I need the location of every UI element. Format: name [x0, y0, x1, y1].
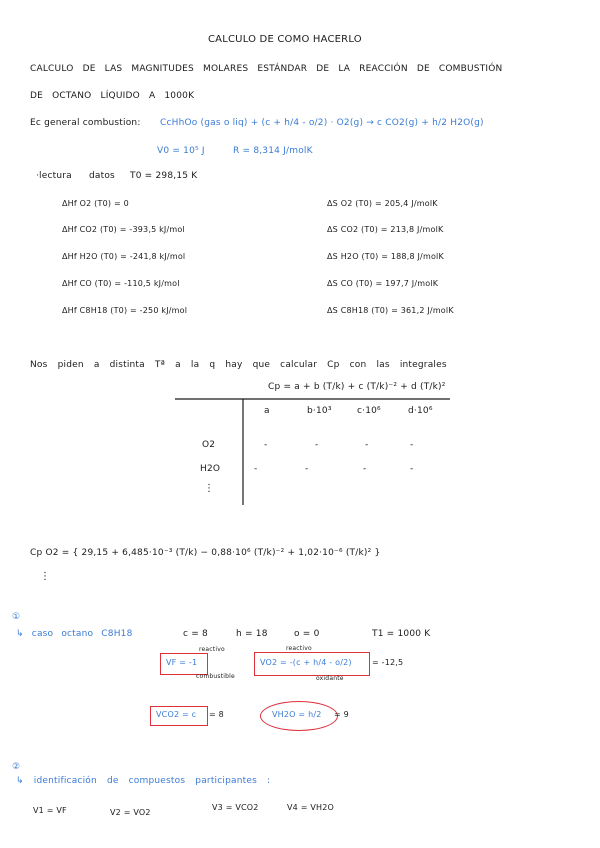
cp-col-b: b·10³ [307, 406, 332, 416]
equation-label: Ec general combustion: [30, 118, 141, 128]
constant-v0: V0 = 10⁵ J [157, 146, 205, 156]
intro-line-1: CALCULO DE LAS MAGNITUDES MOLARES ESTÁNDAR DE LA REACCIÓN DE COMBUSTIÓN [30, 64, 503, 74]
participant-v1: V1 = VF [33, 806, 67, 815]
enthalpy-co: ΔHf CO (T0) = -110,5 kJ/mol [62, 279, 180, 288]
param-c: c = 8 [183, 629, 208, 639]
cp-row-dots: ⋮ [204, 483, 215, 494]
reference-temperature: T0 = 298,15 K [130, 171, 198, 181]
vo2-value: = -12,5 [372, 658, 404, 667]
vf-expression: VF = -1 [166, 658, 198, 667]
step-2-number: ② [12, 762, 21, 772]
cp-col-c: c·10⁶ [357, 406, 381, 416]
page-title: CALCULO DE COMO HACERLO [208, 34, 362, 45]
cp-formula: Cp = a + b (T/k) + c (T/k)⁻² + d (T/k)² [268, 382, 446, 392]
participant-v3: V3 = VCO2 [212, 803, 259, 812]
vo2-note-bottom: oxidante [316, 675, 344, 682]
combustion-reaction: CcHhOo (gas o liq) + (c + h/4 - o/2) · O2(g) → c CO2(g) + h/2 H2O(g) [160, 118, 484, 128]
vco2-expression: VCO2 = c [156, 710, 197, 719]
param-o: o = 0 [294, 629, 320, 639]
cp-row-o2-cell: - [365, 440, 369, 450]
vh2o-expression: VH2O = h/2 [272, 710, 322, 719]
enthalpy-o2: ΔHf O2 (T0) = 0 [62, 199, 129, 208]
step-1-number: ① [12, 612, 21, 622]
vco2-value: = 8 [209, 710, 224, 719]
constant-r: R = 8,314 J/molK [233, 146, 313, 156]
cp-row-h2o-cell: - [410, 464, 414, 474]
vf-note-bottom: combustible [196, 673, 235, 680]
cp-o2-dots: ⋮ [40, 571, 51, 582]
cp-row-o2-cell: - [410, 440, 414, 450]
cp-row-h2o-cell: - [363, 464, 367, 474]
cp-row-h2o-label: H2O [200, 464, 221, 474]
vf-note-top: reactivo [199, 646, 225, 653]
entropy-h2o: ΔS H2O (T0) = 188,8 J/molK [327, 252, 444, 261]
entropy-c8h18: ΔS C8H18 (T0) = 361,2 J/molK [327, 306, 454, 315]
entropy-o2: ΔS O2 (T0) = 205,4 J/molK [327, 199, 438, 208]
enthalpy-c8h18: ΔHf C8H18 (T0) = -250 kJ/mol [62, 306, 188, 315]
intro-line-2: DE OCTANO LÍQUIDO A 1000K [30, 91, 195, 101]
cp-row-h2o-cell: - [254, 464, 258, 474]
step-1-label: ↳ caso octano C8H18 [16, 629, 133, 639]
cp-col-d: d·10⁶ [408, 406, 433, 416]
entropy-co: ΔS CO (T0) = 197,7 J/molK [327, 279, 439, 288]
cp-o2-expression: Cp O2 = { 29,15 + 6,485·10⁻³ (T/k) − 0,88·10⁶ (T/k)⁻² + 1,02·10⁻⁶ (T/k)² } [30, 548, 381, 558]
param-temperature: T1 = 1000 K [372, 629, 431, 639]
cp-row-h2o-cell: - [305, 464, 309, 474]
data-reading-label: ·lectura datos [36, 171, 115, 181]
participant-v2: V2 = VO2 [110, 808, 151, 817]
participant-v4: V4 = VH2O [287, 803, 335, 812]
step-2-label: ↳ identificación de compuestos participantes : [16, 776, 271, 786]
vo2-note-top: reactivo [286, 645, 312, 652]
cp-col-a: a [264, 406, 270, 416]
entropy-co2: ΔS CO2 (T0) = 213,8 J/molK [327, 225, 444, 234]
cp-row-o2-cell: - [264, 440, 268, 450]
vo2-expression: VO2 = -(c + h/4 - o/2) [260, 658, 352, 667]
enthalpy-h2o: ΔHf H2O (T0) = -241,8 kJ/mol [62, 252, 186, 261]
cp-row-o2-label: O2 [202, 440, 216, 450]
cp-row-o2-cell: - [315, 440, 319, 450]
cp-note: Nos piden a distinta Tª a la q hay que calcular Cp con las integrales [30, 360, 447, 370]
vh2o-value: = 9 [334, 710, 349, 719]
param-h: h = 18 [236, 629, 268, 639]
enthalpy-co2: ΔHf CO2 (T0) = -393,5 kJ/mol [62, 225, 185, 234]
